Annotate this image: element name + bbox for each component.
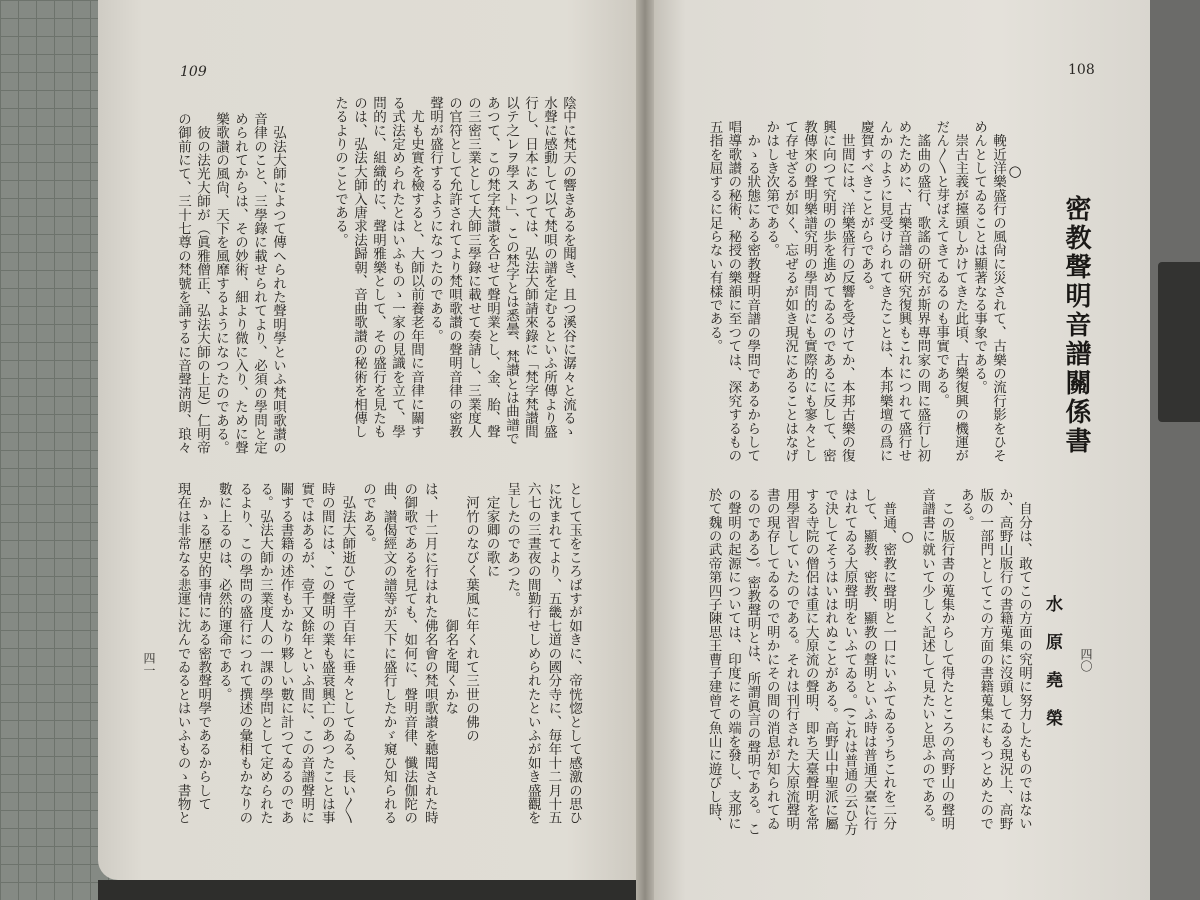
text-column: るより、この學問の盛行につれて撰述の彙相もかなりの [236,482,253,825]
text-column: かゝる歷史的事情にある密教聲明學であるからして [195,482,212,811]
text-column: る。弘法大師か三業度人の一課の學問として定められた [257,482,273,825]
text-column: 音律のこと、三學錄に載せられてより、必須の學問と定 [251,112,267,455]
text-column: 世間には、洋樂盛行の反響を受けてか、本邦古樂の復 [838,120,855,463]
text-column: 書の現存してゐるので明かにその間の消息が知られてゐ [763,488,780,831]
text-column: 慶賀すべきことがらである。 [857,120,874,299]
text-column: 時の間には、この聲明の業も盛衰興亡のあつたことは事 [318,482,335,825]
text-column: だん〳〵と芽ばえてきてゐるのも事實である。 [933,120,950,408]
text-column: んかのように見受けられてきたことは、本邦樂壇の爲に [876,120,893,463]
text-column: められてからは、その妙術、細より微に入り、ために聲 [232,112,248,455]
text-column: 行し、日本にあつては、弘法大師請來錄に「梵字梵讃間 [522,96,538,439]
text-column: で決してそうはいはれぬことがある。高野山中聖派に屬 [822,488,838,831]
author-name: 水原堯榮 [1042,595,1062,747]
text-column: の官符として允許されてより梵唄歌讃の聲明音律の密教 [446,96,462,439]
text-column: 六七の三晝夜の間勤行せしめられたといふが如き盛觀を [524,482,541,825]
text-column: 曲、讃偈經文の譜等が天下に盛行したかゞ窺ひ知られる [380,482,397,825]
text-column: この版行書の蒐集からして得たところの高野山の聲明 [938,488,955,831]
text-column: の聲明の起源については、印度にその端を發し、支那に [725,488,741,831]
text-column: 以テ之レヲ學スト」、この梵字とは悉曇、梵讃とは曲譜で [503,96,519,446]
text-column: ある。 [957,488,974,530]
text-column: 聲明が盛行するようになつたのである。 [427,96,443,343]
section-mark: ○ [1006,162,1024,180]
text-column: かゝる狀態にある密教聲明音譜の學問であるからして [744,120,761,463]
text-column: の御前にて、三十七尊の梵號を誦するに音聲淸朗、琅々 [175,112,191,455]
page-bottom-shadow [98,880,650,900]
text-column: たるよりのことである。 [332,96,348,247]
text-column: 弘法大師によつて傳へられた聲明學といふ梵唄歌讃の [270,112,286,455]
text-column: の三密三業として大師三學錄に載せて奏請し、三業度人 [465,96,481,439]
text-column: のである。 [360,482,376,551]
text-column: 普通、密教に聲明と一口にいふてゐるうちこれを二分 [880,488,897,831]
text-column: 陰中に梵天の響きあるを聞き、且つ溪谷に潺々と流るゝ [560,96,576,439]
text-column: はれてゐる大原聲明をいふてゐる。(これは普通の云ひ方 [841,488,858,836]
text-column: 教傳來の聲明樂譜究明の學問的にも實際的にも寥々とし [801,120,817,463]
book-weight-object [1158,262,1200,422]
text-column: 輓近洋樂盛行の風尙に災されて、古樂の流行影をひそ [990,120,1006,463]
text-column: あつて、この梵字梵讃を合せて聲明業とし、金、胎、聲 [484,96,500,439]
text-column: 問的に、組織的に、聲明雅樂として、その盛行を見たも [370,96,386,439]
text-column: 版の一部門としてこの方面の書籍蒐集にもつとめたので [977,488,994,831]
book-spine [636,0,654,900]
text-column: 實ではあるが、壹千又餘年といふ間に、この音譜聲明に [298,482,315,825]
text-column: として玉をころばすが如きに、帝恍惚として感激の思ひ [566,482,582,825]
text-column: 樂歌讃の風尙、天下を風靡するようになつたのである。 [213,112,229,455]
text-column: か、高野山版行の書籍蒐集に沒頭してゐる現況上、高野 [996,488,1013,831]
text-column: 水聲に感動して以て梵唄の譜を定むるといふ所傳より盛 [541,96,557,439]
text-column: 彼の法光大師が（眞雅僧正、弘法大師の上足）仁明帝 [194,112,210,455]
text-column: 尤も史實を檢すると、大師以前養老年間に音律に關す [408,96,424,439]
text-column: めたために、古樂音譜の研究復興もこれにつれて盛行せ [895,120,912,463]
text-column: 現在は非常なる悲運に沈んでゐるとはいふものゝ書物と [174,482,191,825]
text-column: 數に上るのは、必然的運命である。 [215,482,232,702]
text-column: する寺院の僧侶は重に大原流の聲明、即ち天臺聲明を常 [802,488,819,831]
text-column: に沈まれてより、五畿七道の國分寺に、毎年十二月十五 [545,482,562,825]
text-column: の御歌であるを見ても、如何に、聲明音律、懺法伽陀の [401,482,418,825]
text-column: 定家卿の歌に [483,482,500,578]
text-column: 音譜書に就いて少しく記述して見たいと思ふのである。 [919,488,935,831]
text-column: して、顯教、密教、顯教の聲明といふ時は普通天臺に行 [860,488,877,831]
text-column: は、十二月に行はれた佛名會の梵唄歌讃を聽聞された時 [421,482,438,825]
article-title: 密教聲明音譜關係書 [1061,195,1091,456]
text-column: て存せざるが如く、忘ぜるが如き現況にあることはなげ [782,120,799,463]
page-number-109: 109 [180,64,207,80]
page-number-kanji-left: 四一 [142,652,156,676]
text-column: ○ [899,488,916,546]
text-column: 唱導歌讃の秘術、秘授の樂韻に至つては、深究するもの [725,120,742,463]
page-number-kanji-right: 四〇 [1079,648,1093,672]
text-column: 崇古主義が擡頭しかけてきた此頃、古樂復興の機運が [952,120,969,463]
text-column: かはしき次第である。 [763,120,780,257]
text-column: 呈したのであつた。 [504,482,521,606]
text-column: 弘法大師逝ひて壹千百年に垂々としてゐる、長い〳〵 [339,482,356,825]
text-column: る式法定められたとはいふものゝ一家の見識を立て、學 [389,96,405,439]
page-number-108: 108 [1068,62,1095,78]
text-column: 用學習していたのである。それは刊行された大原流聲明 [783,488,800,831]
text-column: 於て魏の武帝第四子陳思王曹子建曾て魚山に遊びし時、 [705,488,722,831]
text-column: 興に向つて究明の歩を進めてゐるのであるに反して、密 [819,120,836,463]
text-column: 謠曲の盛行、歌謠の研究が斯界專問家の間に盛行し初 [914,120,931,463]
text-column: るのである)。密教聲明とは、所謂眞言の聲明である。こ [744,488,761,836]
text-column: 五指を屈するに足らない有樣である。 [706,120,723,353]
text-column: めんとしてゐることは顯著なる事象である。 [971,120,988,394]
text-column: 御名を聞くかな [442,482,459,715]
text-column: 關する書籍の述作もかなり夥しい數に計つてゐるのであ [277,482,294,825]
text-column: 河竹のなびく葉風に年くれて三世の佛の [463,482,479,743]
text-column: 自分は、敢てこの方面の究明に努力したものではない [1016,488,1032,831]
text-column: のは、弘法大師入唐求法歸朝、音曲歌讃の秘術を相傳し [351,96,367,439]
